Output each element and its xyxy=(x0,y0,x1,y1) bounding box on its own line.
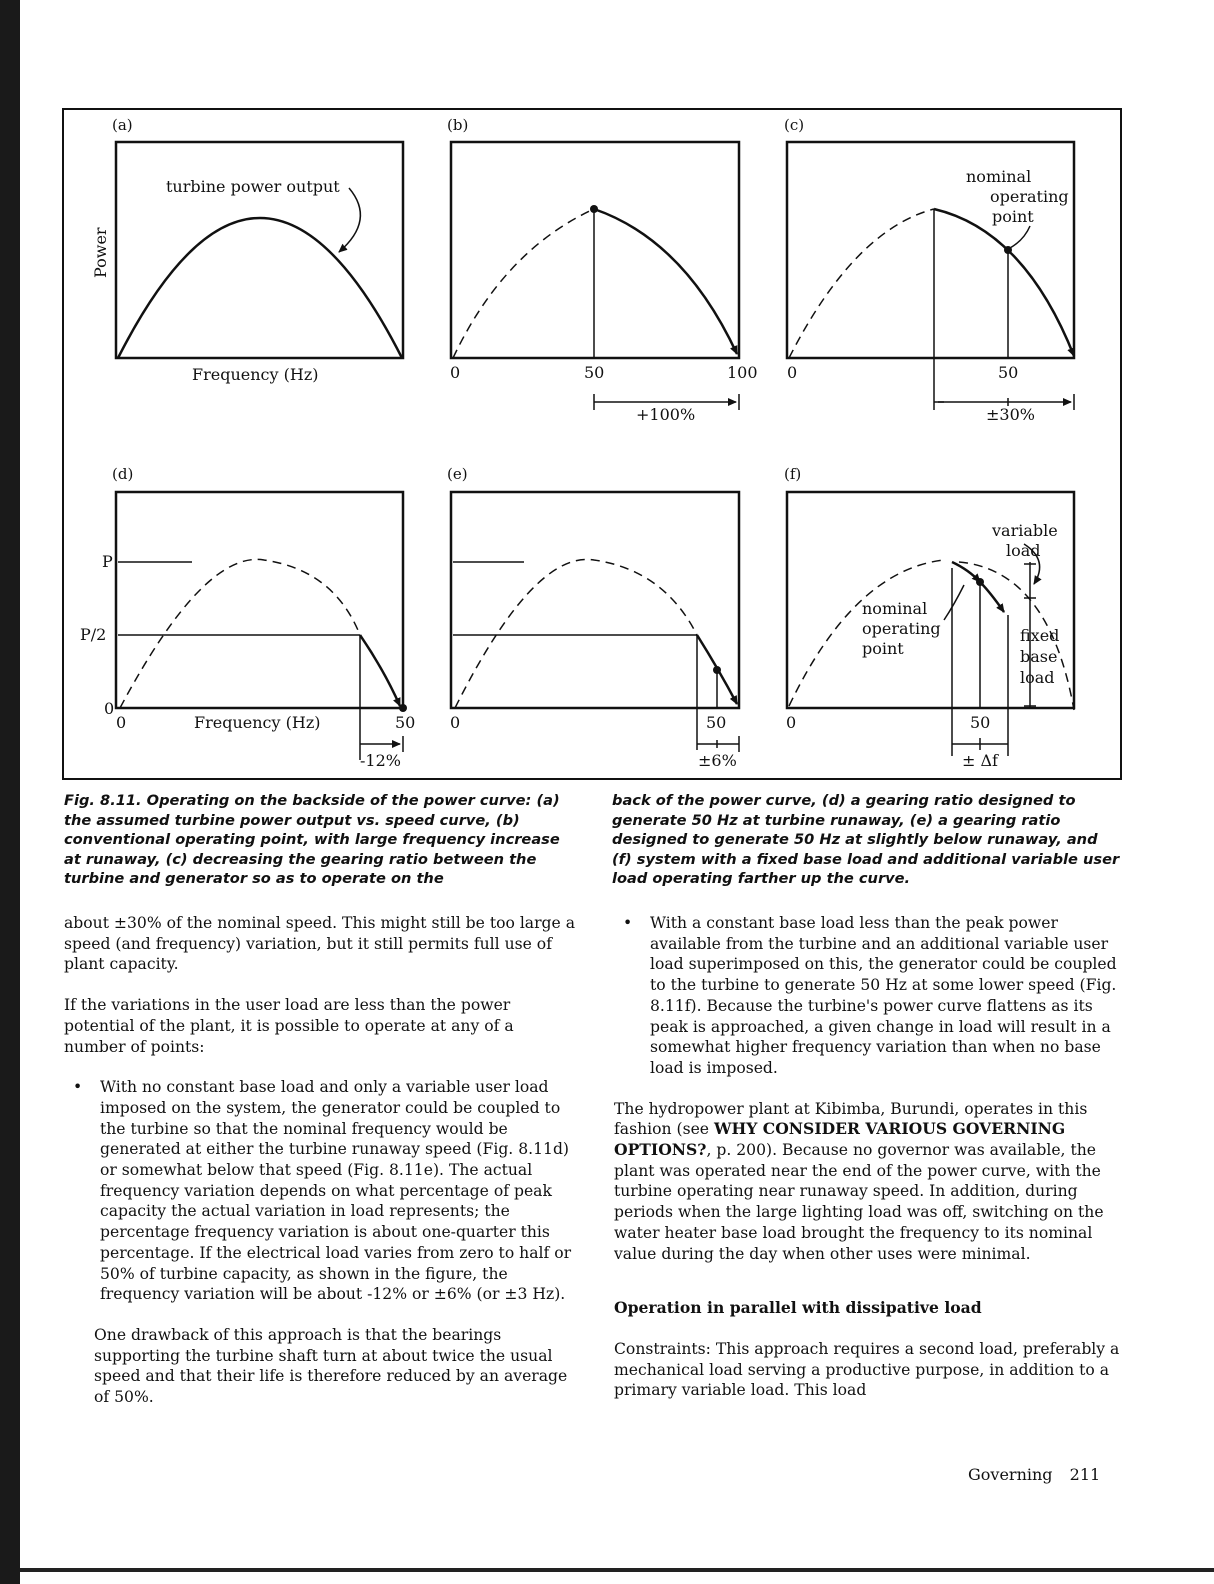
range-label-d: -12% xyxy=(360,751,401,770)
tick-0-b: 0 xyxy=(450,363,461,382)
base-load-line3: load xyxy=(1020,668,1055,687)
panel-label-f: (f) xyxy=(784,465,802,483)
panel-e xyxy=(451,492,739,752)
curve-label-a: turbine power output xyxy=(166,177,340,196)
panel-label-e: (e) xyxy=(447,465,468,483)
left-paragraph-1: about ±30% of the nominal speed. This might still be too large a speed (and frequency) variation, but it still permits full use of plant capacity. xyxy=(64,914,576,974)
bullet-icon: • xyxy=(623,914,633,932)
figure-caption-left: Fig. 8.11. Operating on the backside of the power curve: (a) the assumed turbine power output vs. speed curve, (b) conventional operating point, with large frequency increase at runaway, (c) decreasing the gearing ratio between the turbine and generator so as to operate on the xyxy=(64,792,560,887)
right-paragraph-3: Constraints: This approach requires a second load, preferably a mechanical load serving a productive purpose, in addition to a primary variable load. This load xyxy=(614,1339,1120,1400)
cross-reference: WHY CONSIDER VARIOUS GOVERNING OPTIONS? xyxy=(614,1119,1066,1160)
tick-0-d: 0 xyxy=(116,713,127,732)
var-load-line2: load xyxy=(1006,541,1041,560)
figure-caption-right: back of the power curve, (d) a gearing ratio designed to generate 50 Hz at turbine runaway, (e) a gearing ratio designed to generate 50 Hz at slightly below runaway, and (f) system with a fixed base load and additional variable user load operating farther up the curve. xyxy=(612,792,1120,887)
range-label-f: ± Δf xyxy=(962,751,998,770)
nominal-point-line3: point xyxy=(862,639,904,658)
x-axis-label-d: Frequency (Hz) xyxy=(194,713,321,732)
scan-edge-bar xyxy=(0,0,20,1584)
page-number: 211 xyxy=(1069,1465,1101,1484)
bottom-rule xyxy=(20,1568,1214,1572)
panel-label-d: (d) xyxy=(112,465,134,483)
tick-0-e: 0 xyxy=(450,713,461,732)
tick-50-b: 50 xyxy=(584,363,605,382)
left-bullet-text: With no constant base load and only a variable user load imposed on the system, the generator could be coupled to the turbine so that the nominal frequency would be generated at either the turbine runaway speed (Fig. 8.11d) or somewhat below that speed (Fig. 8.11e). The actual frequency variation depends on what percentage of peak capacity the actual variation in load represents; the percentage frequency variation is about one-quarter this percentage. If the electrical load varies from zero to half or 50% of turbine capacity, as shown in the figure, the frequency variation will be about -12% or ±6% (or ±3 Hz). xyxy=(100,1078,572,1304)
operating-point-dot-b xyxy=(590,205,598,213)
tick-50-e: 50 xyxy=(706,713,727,732)
figure-frame xyxy=(62,108,1122,780)
left-column xyxy=(64,913,579,1428)
operating-point-dot-e xyxy=(713,666,721,674)
panel-a xyxy=(116,142,403,358)
y-axis-label-a: Power xyxy=(91,227,110,278)
page-footer xyxy=(968,1465,1112,1484)
right-bullet-text: With a constant base load less than the peak power available from the turbine and an additional variable user load superimposed on this, the generator could be coupled to the turbine to generate 50 Hz at some lower speed (Fig. 8.11f). Because the turbine's power curve flattens as its peak is approached, a given change in load will result in a somewhat higher frequency variation than when no base load is imposed. xyxy=(650,914,1117,1077)
bullet-icon: • xyxy=(73,1078,83,1097)
annot-c-line1: nominal xyxy=(966,167,1032,186)
tick-0-f: 0 xyxy=(786,713,797,732)
nominal-point-line2: operating xyxy=(862,619,941,638)
left-bullet-item xyxy=(64,1077,579,1305)
x-axis-label-a: Frequency (Hz) xyxy=(192,365,319,384)
y-tick-0-d: 0 xyxy=(104,699,115,718)
right-column xyxy=(614,913,1129,1421)
operating-point-dot-c xyxy=(1004,246,1012,254)
operating-point-dot-f xyxy=(976,578,984,586)
nominal-point-line1: nominal xyxy=(862,599,928,618)
var-load-line1: variable xyxy=(992,521,1058,540)
section-heading: Operation in parallel with dissipative load xyxy=(614,1298,982,1318)
operating-point-dot-d xyxy=(399,704,407,712)
right-bullet-item xyxy=(614,913,1129,1079)
tick-50-d: 50 xyxy=(395,713,416,732)
y-tick-p-d: P xyxy=(102,552,113,571)
base-load-line2: base xyxy=(1020,647,1058,666)
annot-c-line3: point xyxy=(992,207,1034,226)
right-paragraph-2 xyxy=(614,1099,1129,1265)
figure-8-11 xyxy=(64,110,1120,778)
panel-label-c: (c) xyxy=(784,116,805,134)
left-paragraph-2: If the variations in the user load are less than the power potential of the plant, it is possible to operate at any of a number of points: xyxy=(64,996,514,1056)
running-footer: Governing xyxy=(968,1465,1053,1484)
tick-50-c: 50 xyxy=(998,363,1019,382)
tick-100-b: 100 xyxy=(727,363,758,382)
right-paragraph-2-part1: The hydropower plant at Kibimba, Burundi, operates in this fashion (see xyxy=(614,1099,1088,1139)
tick-0-c: 0 xyxy=(787,363,798,382)
annot-c-line2: operating xyxy=(990,187,1069,206)
base-load-line1: fixed xyxy=(1020,626,1060,645)
right-paragraph-2-part2: , p. 200). Because no governor was available, the plant was operated near the end of the power curve, with the turbine operating near runaway speed. In addition, during periods when the large lighting load was off, switching on the water heater base load brought the frequency to its nominal value during the day when other uses were minimal. xyxy=(614,1141,1104,1263)
range-label-e: ±6% xyxy=(698,751,737,770)
y-tick-p2-d: P/2 xyxy=(80,625,107,644)
panel-label-b: (b) xyxy=(447,116,469,134)
range-label-c: ±30% xyxy=(986,405,1035,424)
range-label-b: +100% xyxy=(636,405,696,424)
tick-50-f: 50 xyxy=(970,713,991,732)
left-paragraph-3: One drawback of this approach is that the bearings supporting the turbine shaft turn at about twice the usual speed and that their life is therefore reduced by an average of 50%. xyxy=(94,1325,568,1407)
panel-label-a: (a) xyxy=(112,116,133,134)
